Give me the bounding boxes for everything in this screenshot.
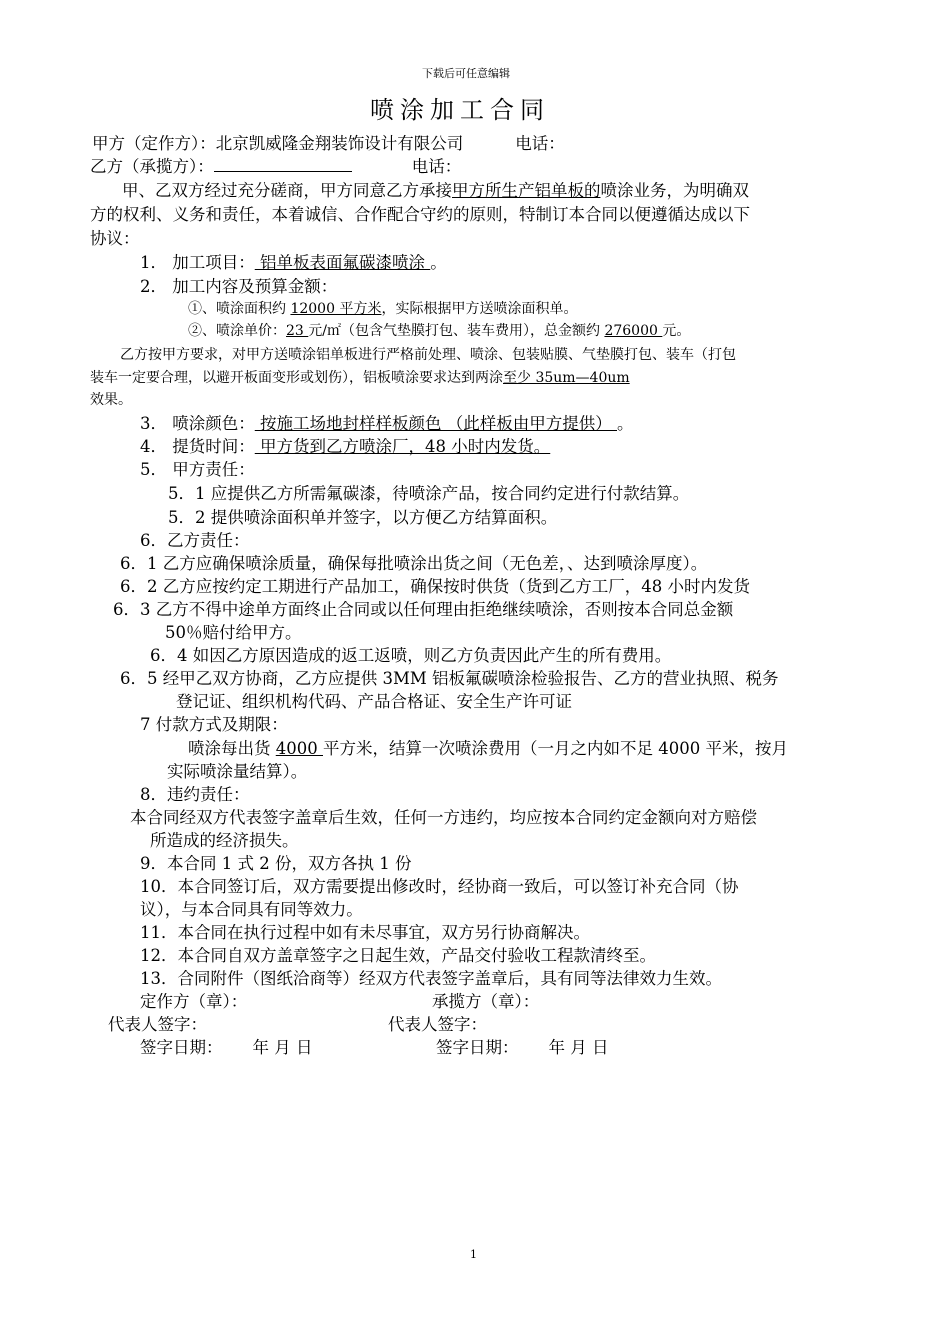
- item-5: 5． 甲方责任：: [140, 460, 255, 479]
- item-9: 9．本合同 1 式 2 份，双方各执 1 份: [140, 854, 412, 873]
- item-8-text: 本合同经双方代表签字盖章后生效，任何一方违约，均应按本合同约定金额向对方赔偿: [130, 808, 757, 827]
- page-title: 喷涂加工合同: [370, 96, 550, 124]
- download-note: 下载后可任意编辑: [422, 67, 510, 80]
- party-a-line: [92, 133, 565, 155]
- party-b-name-blank: [214, 156, 352, 172]
- party-a-phone-label: 电话：: [515, 134, 565, 153]
- item-13: 13．合同附件（图纸洽商等）经双方代表签字盖章后，具有同等法律效力生效。: [140, 969, 722, 988]
- item-4-value: 甲方货到乙方喷涂厂，48 小时内发货。: [254, 437, 551, 456]
- item-6-5-cont: 登记证、组织机构代码、产品合格证、安全生产许可证: [176, 692, 572, 711]
- shipment-area: 4000: [275, 739, 323, 758]
- total-amount: 276000: [604, 323, 663, 339]
- sign-party-a: 定作方（章）：: [140, 992, 248, 1011]
- unit-price: 23: [286, 323, 309, 339]
- party-b-phone-label: 电话：: [411, 157, 462, 176]
- item-11: 11．本合同在执行过程中如有未尽事宜，双方另行协商解决。: [140, 923, 590, 942]
- item-6-5: 6．5 经甲乙双方协商，乙方应提供 3MM 铝板氟碳喷涂检验报告、乙方的营业执照、税务: [120, 669, 779, 688]
- item-6-3-cont: 50％赔付给甲方。: [165, 623, 302, 642]
- item-5-2: 5．2 提供喷涂面积单并签字，以方便乙方结算面积。: [168, 508, 558, 527]
- item-6: 6．乙方责任：: [140, 531, 250, 550]
- date-a: 签字日期： 年 月 日: [140, 1038, 313, 1057]
- req-line-2: 装车一定要合理，以避开板面变形或划伤），铝板喷涂要求达到两涂至少 35um—40um: [90, 368, 767, 388]
- item-8: 8．违约责任：: [140, 785, 250, 804]
- party-b-label: 乙方（承揽方）：: [90, 157, 214, 176]
- item-7-text: 喷涂每出货 4000 平方米，结算一次喷涂费用（一月之内如不足 4000 平米，按月: [188, 739, 788, 758]
- item-2-area: ①、喷涂面积约 12000 平方米，实际根据甲方送喷涂面积单。: [188, 301, 578, 317]
- item-10: 10．本合同签订后，双方需要提出修改时，经协商一致后，可以签订补充合同（协: [140, 877, 739, 896]
- coating-thickness: 至少 35um—40um: [503, 370, 630, 386]
- item-6-2: 6．2 乙方应按约定工期进行产品加工，确保按时供货（货到乙方工厂，48 小时内发货: [120, 577, 750, 596]
- intro-line-3: 协议：: [90, 229, 140, 248]
- date-b: 签字日期： 年 月 日: [436, 1038, 609, 1057]
- intro-product: 甲方所生产铝单板的: [452, 181, 601, 200]
- rep-a: 代表人签字：: [108, 1015, 207, 1034]
- page-number: 1: [470, 1248, 477, 1261]
- item-7-cont: 实际喷涂量结算）。: [167, 762, 308, 781]
- item-8-cont: 所造成的经济损失。: [150, 831, 299, 850]
- req-line-1: 乙方按甲方要求，对甲方送喷涂铝单板进行严格前处理、喷涂、包装贴膜、气垫膜打包、装车（打包: [120, 347, 736, 363]
- item-12: 12．本合同自双方盖章签字之日起生效，产品交付验收工程款清终至。: [140, 946, 656, 965]
- item-10-cont: 议），与本合同具有同等效力。: [140, 900, 363, 919]
- party-b-line: [90, 156, 461, 178]
- item-6-3: 6．3 乙方不得中途单方面终止合同或以任何理由拒绝继续喷涂，否则按本合同总金额: [113, 600, 734, 619]
- item-3: 3． 喷涂颜色： 按施工场地封样样板颜色 （此样板由甲方提供） 。: [140, 414, 634, 433]
- item-2: 2． 加工内容及预算金额：: [140, 277, 338, 296]
- item-1-value: 铝单板表面氟碳漆喷涂: [254, 253, 431, 272]
- item-5-1: 5．1 应提供乙方所需氟碳漆，待喷涂产品，按合同约定进行付款结算。: [168, 484, 690, 503]
- item-4: 4． 提货时间： 甲方货到乙方喷涂厂，48 小时内发货。: [140, 437, 551, 456]
- intro-line-2: 方的权利、义务和责任，本着诚信、合作配合守约的原则，特制订本合同以便遵循达成以下: [90, 205, 750, 224]
- item-6-1: 6．1 乙方应确保喷涂质量，确保每批喷涂出货之间（无色差，、达到喷涂厚度）。: [120, 554, 708, 573]
- sign-party-b: 承揽方（章）：: [432, 992, 540, 1011]
- party-a-label: 甲方（定作方）：: [92, 134, 216, 153]
- area-value: 12000 平方米: [290, 301, 382, 317]
- item-1: 1． 加工项目： 铝单板表面氟碳漆喷涂 。: [140, 253, 447, 272]
- intro-line-1: 甲、乙双方经过充分磋商，甲方同意乙方承接甲方所生产铝单板的喷涂业务，为明确双: [122, 181, 749, 200]
- item-3-value: 按施工场地封样样板颜色 （此样板由甲方提供）: [254, 414, 617, 433]
- rep-b: 代表人签字：: [388, 1015, 487, 1034]
- item-7: 7 付款方式及期限：: [140, 715, 288, 734]
- party-a-name: 北京凯威隆金翔装饰设计有限公司: [215, 134, 464, 153]
- item-6-4: 6．4 如因乙方原因造成的返工返喷，则乙方负责因此产生的所有费用。: [150, 646, 672, 665]
- item-2-price: ②、喷涂单价：23 元/㎡（包含气垫膜打包、装车费用），总金额约 276000 元。: [188, 323, 691, 339]
- req-line-3: 效果。: [90, 392, 132, 408]
